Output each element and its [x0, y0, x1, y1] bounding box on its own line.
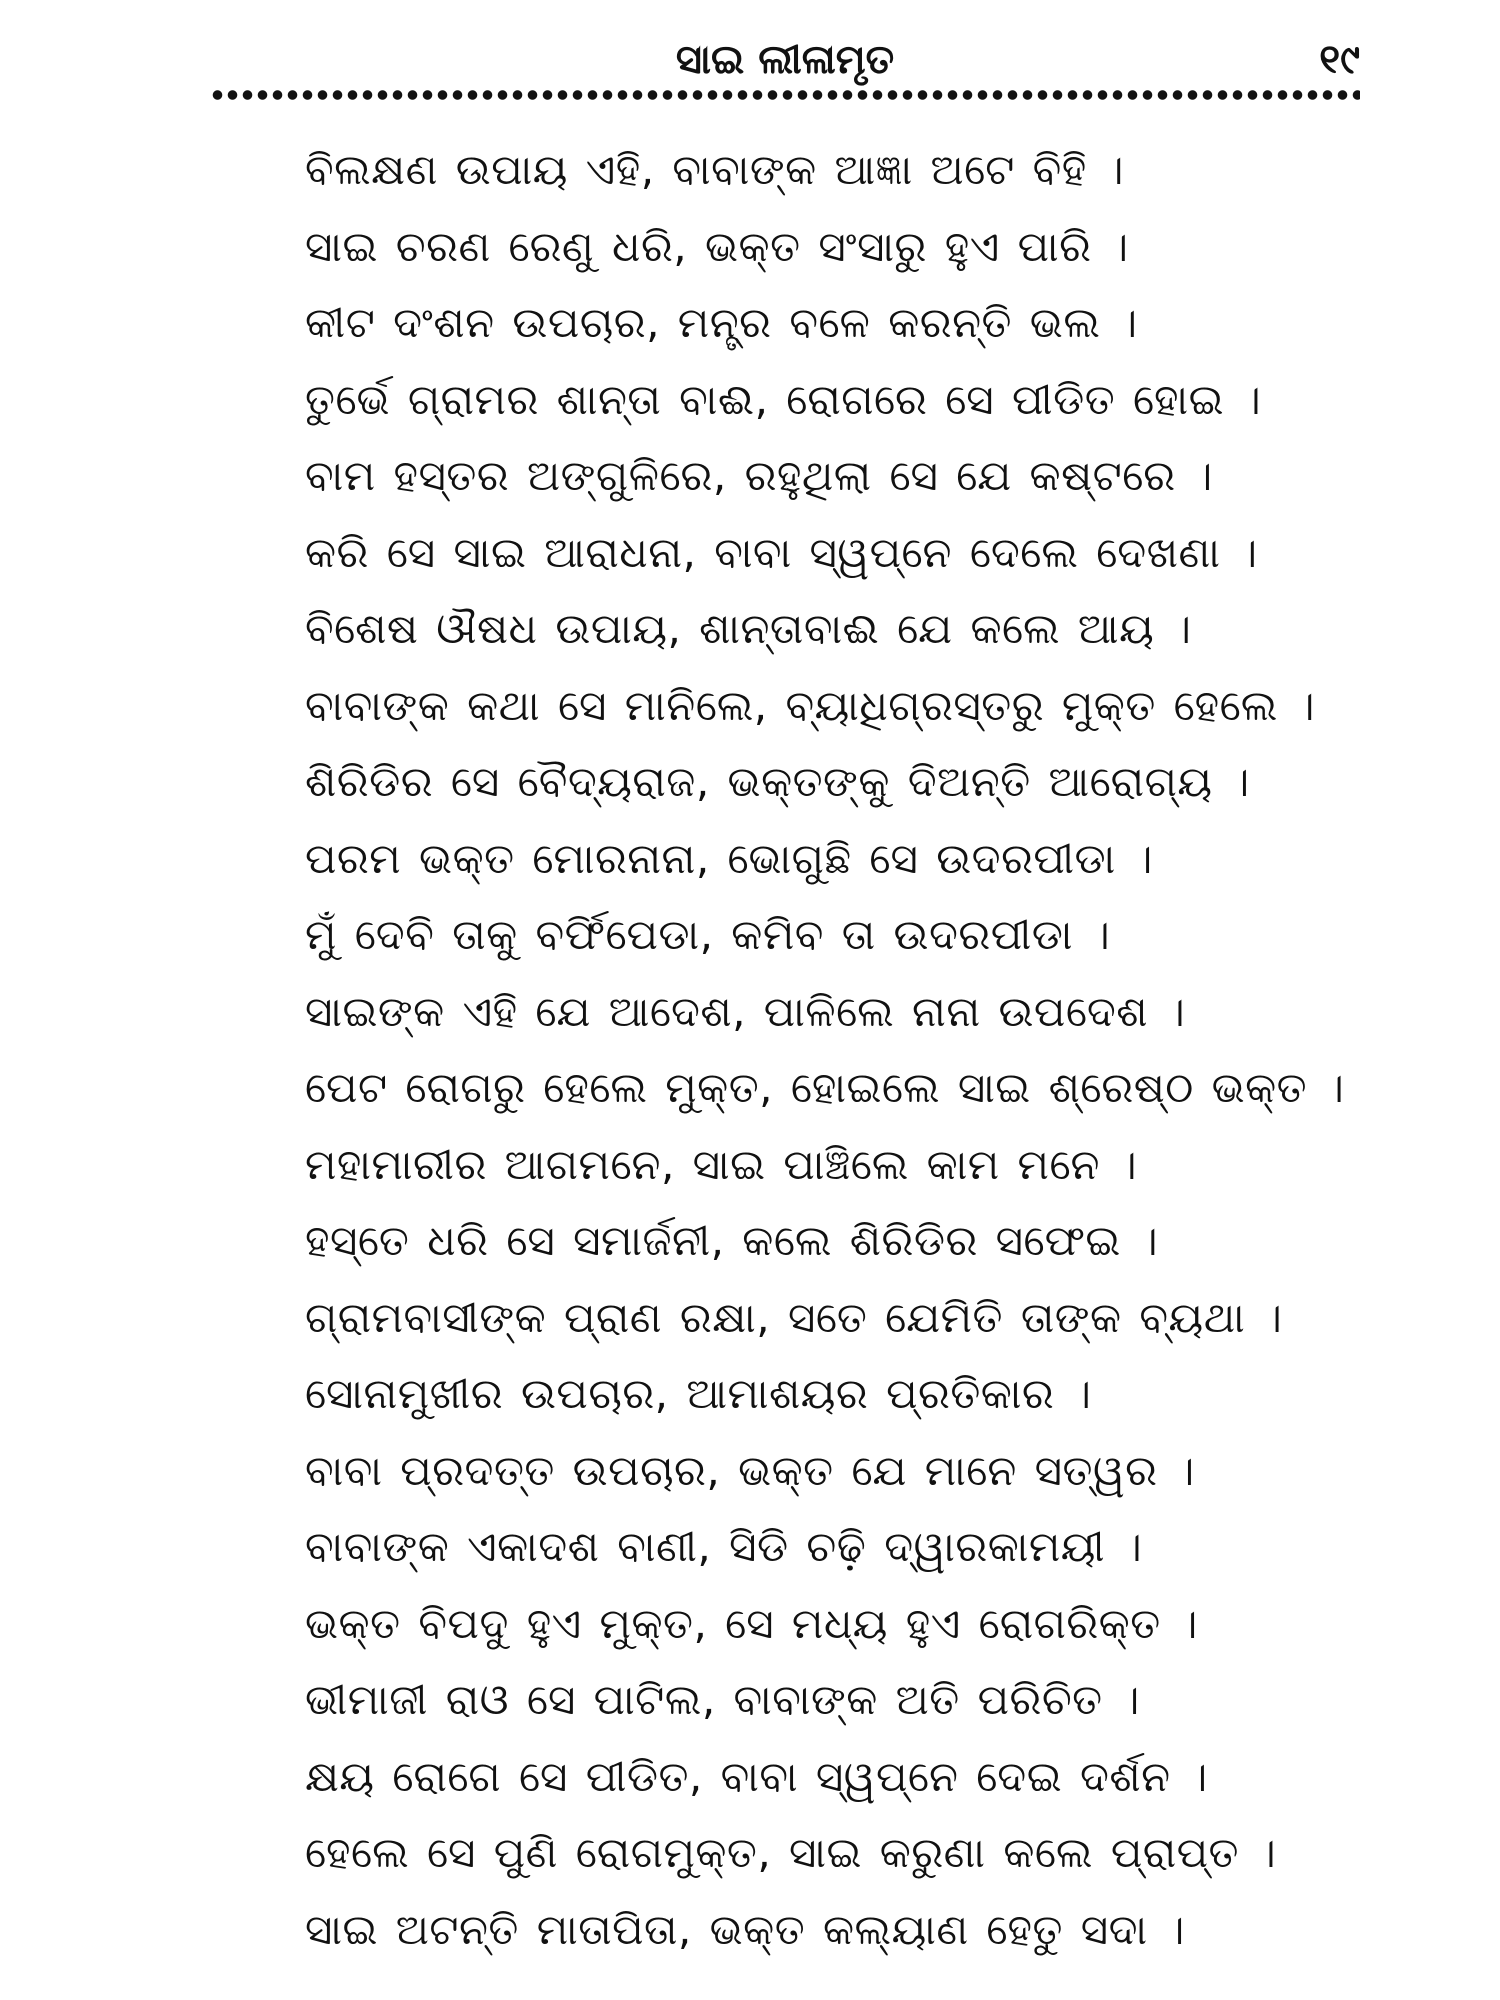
verse-line: ହସ୍ତେ ଧରି ସେ ସମାର୍ଜନୀ, କଲେ ଶିରିଡିର ସଫେଇ ।: [305, 1216, 1159, 1265]
verse-line: ସାଇ ଅଟନ୍ତି ମାତାପିତା, ଭକ୍ତ କଲ୍ୟାଣ ହେତୁ ସଦା ।: [305, 1904, 1185, 1954]
verse-line: ଗ୍ରାମବାସୀଙ୍କ ପ୍ରାଣ ରକ୍ଷା, ସତେ ଯେମିତି ତାଙ୍କ ବ୍ୟଥା ।: [305, 1292, 1283, 1342]
verse-line: ସାଇଙ୍କ ଏହି ଯେ ଆଦେଶ, ପାଳିଲେ ନାନା ଉପଦେଶ ।: [305, 986, 1186, 1036]
verse-line: ପରମ ଭକ୍ତ ମୋରନାନା, ଭୋଗୁଛି ସେ ଉଦରପୀଡା ।: [305, 833, 1153, 883]
verse-line: କରି ସେ ସାଇ ଆରାଧନା, ବାବା ସ୍ୱପ୍ନେ ଦେଲେ ଦେଖଣା ।: [305, 527, 1258, 577]
verse-line: ଭକ୍ତ ବିପଦୁ ହୁଏ ମୁକ୍ତ, ସେ ମଧ୍ୟ ହୁଏ ରୋଗରିକ୍ତ ।: [305, 1598, 1198, 1648]
verse-line: ଶିରିଡିର ସେ ବୈଦ୍ୟରାଜ, ଭକ୍ତଙ୍କୁ ଦିଅନ୍ତି ଆରୋଗ୍ୟ ।: [305, 757, 1250, 806]
verse-list: [305, 132, 1345, 1968]
verse-line: ବାମ ହସ୍ତର ଅଙ୍ଗୁଳିରେ, ରହୁଥିଲା ସେ ଯେ କଷ୍ଟରେ ।: [305, 451, 1213, 500]
verse-line: ବାବାଙ୍କ ଏକାଦଶ ବାଣୀ, ସିଡି ଚଢ଼ି ଦ୍ୱାରକାମୟୀ ।: [305, 1522, 1143, 1571]
book-title: ସାଇ ଲୀଳାମୃତ: [675, 37, 895, 83]
verse-line: ବିଲକ୍ଷଣ ଉପାୟ ଏହି, ବାବାଙ୍କ ଆଜ୍ଞା ଅଟେ ବିହି ।: [305, 145, 1125, 194]
verse-line: ମୁଁ ଦେବି ତାକୁ ବର୍ଫିପେଡା, କମିବ ତା ଉଦରପୀଡା ।: [305, 910, 1111, 959]
verse-line: ହେଲେ ସେ ପୁଣି ରୋଗମୁକ୍ତ, ସାଇ କରୁଣା କଲେ ପ୍ରାପ୍ତ ।: [305, 1828, 1277, 1877]
verse-line: ଭୀମାଜୀ ରାଓ ସେ ପାଟିଲ, ବାବାଙ୍କ ଅତି ପରିଚିତ ।: [305, 1675, 1140, 1724]
verse-line: ମହାମାରୀର ଆଗମନେ, ସାଇ ପାଞ୍ଚିଲେ କାମ ମନେ ।: [305, 1139, 1138, 1189]
verse-line: ବାବାଙ୍କ କଥା ସେ ମାନିଲେ, ବ୍ୟାଧିଗ୍ରସ୍ତରୁ ମୁକ୍ତ ହେଲେ ।: [305, 680, 1315, 730]
page-number: ୧୯: [1319, 37, 1360, 83]
verse-line: କ୍ଷୟ ରୋଗେ ସେ ପୀଡିତ, ବାବା ସ୍ୱପ୍ନେ ଦେଇ ଦର୍ଶନ ।: [305, 1751, 1208, 1801]
verse-line: ସାଇ ଚରଣ ରେଣୁ ଧରି, ଭକ୍ତ ସଂସାରୁ ହୁଏ ପାରି ।: [305, 221, 1129, 271]
dotted-divider: [210, 88, 1360, 102]
verse-line: କୀଟ ଦଂଶନ ଉପଚାର, ମନ୍ତ୍ର ବଳେ କରନ୍ତି ଭଲ ।: [305, 298, 1138, 347]
verse-line: ତୁର୍ଭେ ଗ୍ରାମର ଶାନ୍ତା ବାଈ, ରୋଗରେ ସେ ପୀଡିତ ହୋଇ ।: [305, 374, 1262, 424]
verse-line: ସୋନାମୁଖୀର ଉପଚାର, ଆମାଶୟର ପ୍ରତିକାର ।: [305, 1369, 1092, 1418]
page-header: [210, 30, 1360, 90]
verse-line: ପେଟ ରୋଗରୁ ହେଲେ ମୁକ୍ତ, ହୋଇଲେ ସାଇ ଶ୍ରେଷ୍ଠ ଭକ୍ତ ।: [305, 1063, 1345, 1112]
verse-line: ବିଶେଷ ଔଷଧ ଉପାୟ, ଶାନ୍ତାବାଈ ଯେ କଲେ ଆୟ ।: [305, 604, 1192, 653]
verse-line: ବାବା ପ୍ରଦତ୍ତ ଉପଚାର, ଭକ୍ତ ଯେ ମାନେ ସତ୍ୱର ।: [305, 1445, 1195, 1495]
